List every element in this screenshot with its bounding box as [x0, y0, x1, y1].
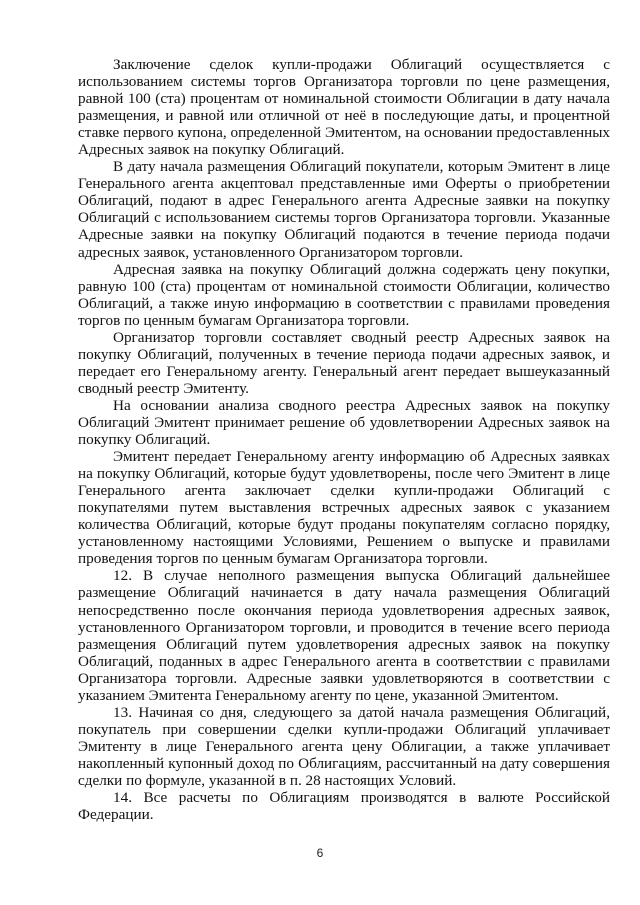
document-page-body	[78, 56, 610, 823]
paragraph-8-item-13: 13. Начиная со дня, следующего за датой начала размещения Облигаций, покупатель при совершении сделки купли-продажи Облигаций уплачивает Эмитенту в лице Генерального агента цену Облигации, а также уплачивает накопленный купонный доход по Облигациям, рассчитанный на дату совершения сделки по формуле, указанной в п. 28 настоящих Условий.	[78, 703, 610, 789]
paragraph-4: Организатор торговли составляет сводный реестр Адресных заявок на покупку Облигаций, полученных в течение периода подачи адресных заявок, и передает его Генеральному агенту. Генеральный агент передает вышеуказанный сводный реестр Эмитенту.	[78, 328, 610, 397]
paragraph-7-item-12: 12. В случае неполного размещения выпуска Облигаций дальнейшее размещение Облигаций начинается в дату начала размещения Облигаций непосредственно после окончания периода удовлетворения адресных заявок, установленного Организатором торговли, и проводится в течение всего периода размещения Облигаций путем удовлетворения адресных заявок на покупку Облигаций, поданных в адрес Генерального агента в соответствии с правилами Организатора торговли. Адресные заявки удовлетворяются в соответствии с указанием Эмитента Генеральному агенту по цене, указанной Эмитентом.	[78, 567, 610, 704]
paragraph-3: Адресная заявка на покупку Облигаций должна содержать цену покупки, равную 100 (ста) процентам от номинальной стоимости Облигации, количество Облигаций, а также иную информацию в соответствии с правилами проведения торгов по ценным бумагам Организатора торговли.	[78, 260, 610, 329]
paragraph-6: Эмитент передает Генеральному агенту информацию об Адресных заявках на покупку Облигаций, которые будут удовлетворены, после чего Эмитент в лице Генерального агента заключает сделки купли-продажи Облигаций с покупателями путем выставления встречных адресных заявок с указанием количества Облигаций, которые будут проданы покупателям согласно порядку, установленному настоящими Условиями, Решением о выпуске и правилами проведения торгов по ценным бумагам Организатора торговли.	[78, 448, 610, 568]
paragraph-2: В дату начала размещения Облигаций покупатели, которым Эмитент в лице Генерального агента акцептовал представленные ими Оферты о приобретении Облигаций, подают в адрес Генерального агента Адресные заявки на покупку Облигаций с использованием системы торгов Организатора торговли. Указанные Адресные заявки на покупку Облигаций подаются в течение периода подачи адресных заявок, установленного Организатором торговли.	[78, 158, 610, 261]
paragraph-1: Заключение сделок купли-продажи Облигаций осуществляется с использованием системы торгов Организатора торговли по цене размещения, равной 100 (ста) процентам от номинальной стоимости Облигации в дату начала размещения, и равной или отличной от неё в последующие даты, и процентной ставке первого купона, определенной Эмитентом, на основании предоставленных Адресных заявок на покупку Облигаций.	[78, 56, 610, 159]
page-number: 6	[316, 846, 324, 860]
paragraph-9-item-14: 14. Все расчеты по Облигациям производятся в валюте Российской Федерации.	[78, 789, 610, 824]
paragraph-5: На основании анализа сводного реестра Адресных заявок на покупку Облигаций Эмитент принимает решение об удовлетворении Адресных заявок на покупку Облигаций.	[78, 396, 610, 449]
